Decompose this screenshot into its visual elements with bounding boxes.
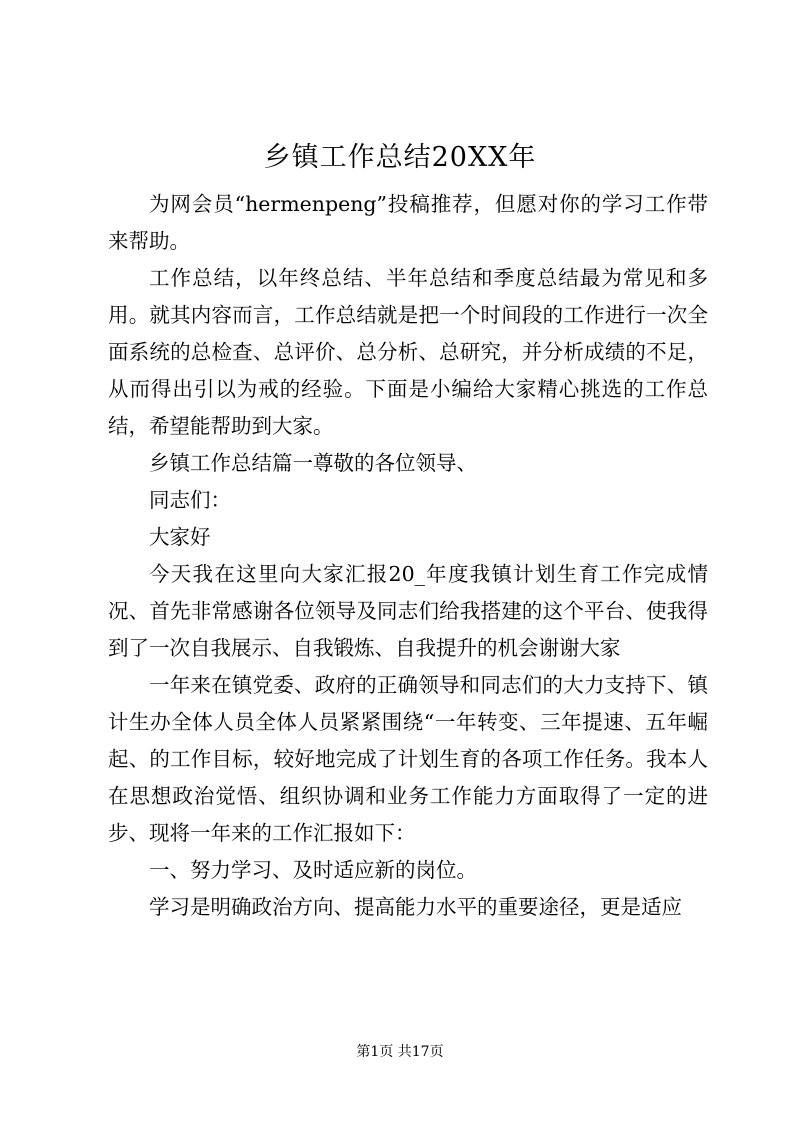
paragraph-annual-review: 一年来在镇党委、政府的正确领导和同志们的大力支持下、镇计生办全体人员全体人员紧紧围绕“一年转变、三年提速、五年崛起、的工作目标，较好地完成了计划生育的各项工作任务。我本人在思想政治觉悟、组织协调和业务工作能力方面取得了一定的进步、现将一年来的工作汇报如下：	[108, 673, 708, 845]
page-title: 乡镇工作总结20XX年	[263, 142, 537, 173]
paragraph-point-one-heading: 一、努力学习、及时适应新的岗位。	[149, 858, 477, 882]
paragraph-point-one-body: 学习是明确政治方向、提高能力水平的重要途径，更是适应	[149, 895, 682, 919]
paragraph-summary-definition: 工作总结，以年终总结、半年总结和季度总结最为常见和多用。就其内容而言，工作总结就是把一个时间段的工作进行一次全面系统的总检查、总评价、总分析、总研究，并分析成绩的不足，从而得出引以为戒的经验。下面是小编给大家精心挑选的工作总结，希望能帮助到大家。	[108, 266, 708, 438]
paragraph-salutation: 同志们：	[149, 488, 231, 512]
paragraph-greeting: 大家好	[149, 525, 211, 549]
document-body	[108, 186, 708, 926]
page-footer: 第1页 共17页	[356, 1044, 444, 1060]
paragraph-section-heading: 乡镇工作总结篇一尊敬的各位领导、	[149, 451, 477, 475]
paragraph-intro: 为网会员“hermenpeng”投稿推荐，但愿对你的学习工作带来帮助。	[108, 192, 708, 253]
paragraph-report-opening: 今天我在这里向大家汇报20_年度我镇计划生育工作完成情况、首先非常感谢各位领导及同志们给我搭建的这个平台、使我得到了一次自我展示、自我锻炼、自我提升的机会谢谢大家	[108, 562, 708, 660]
